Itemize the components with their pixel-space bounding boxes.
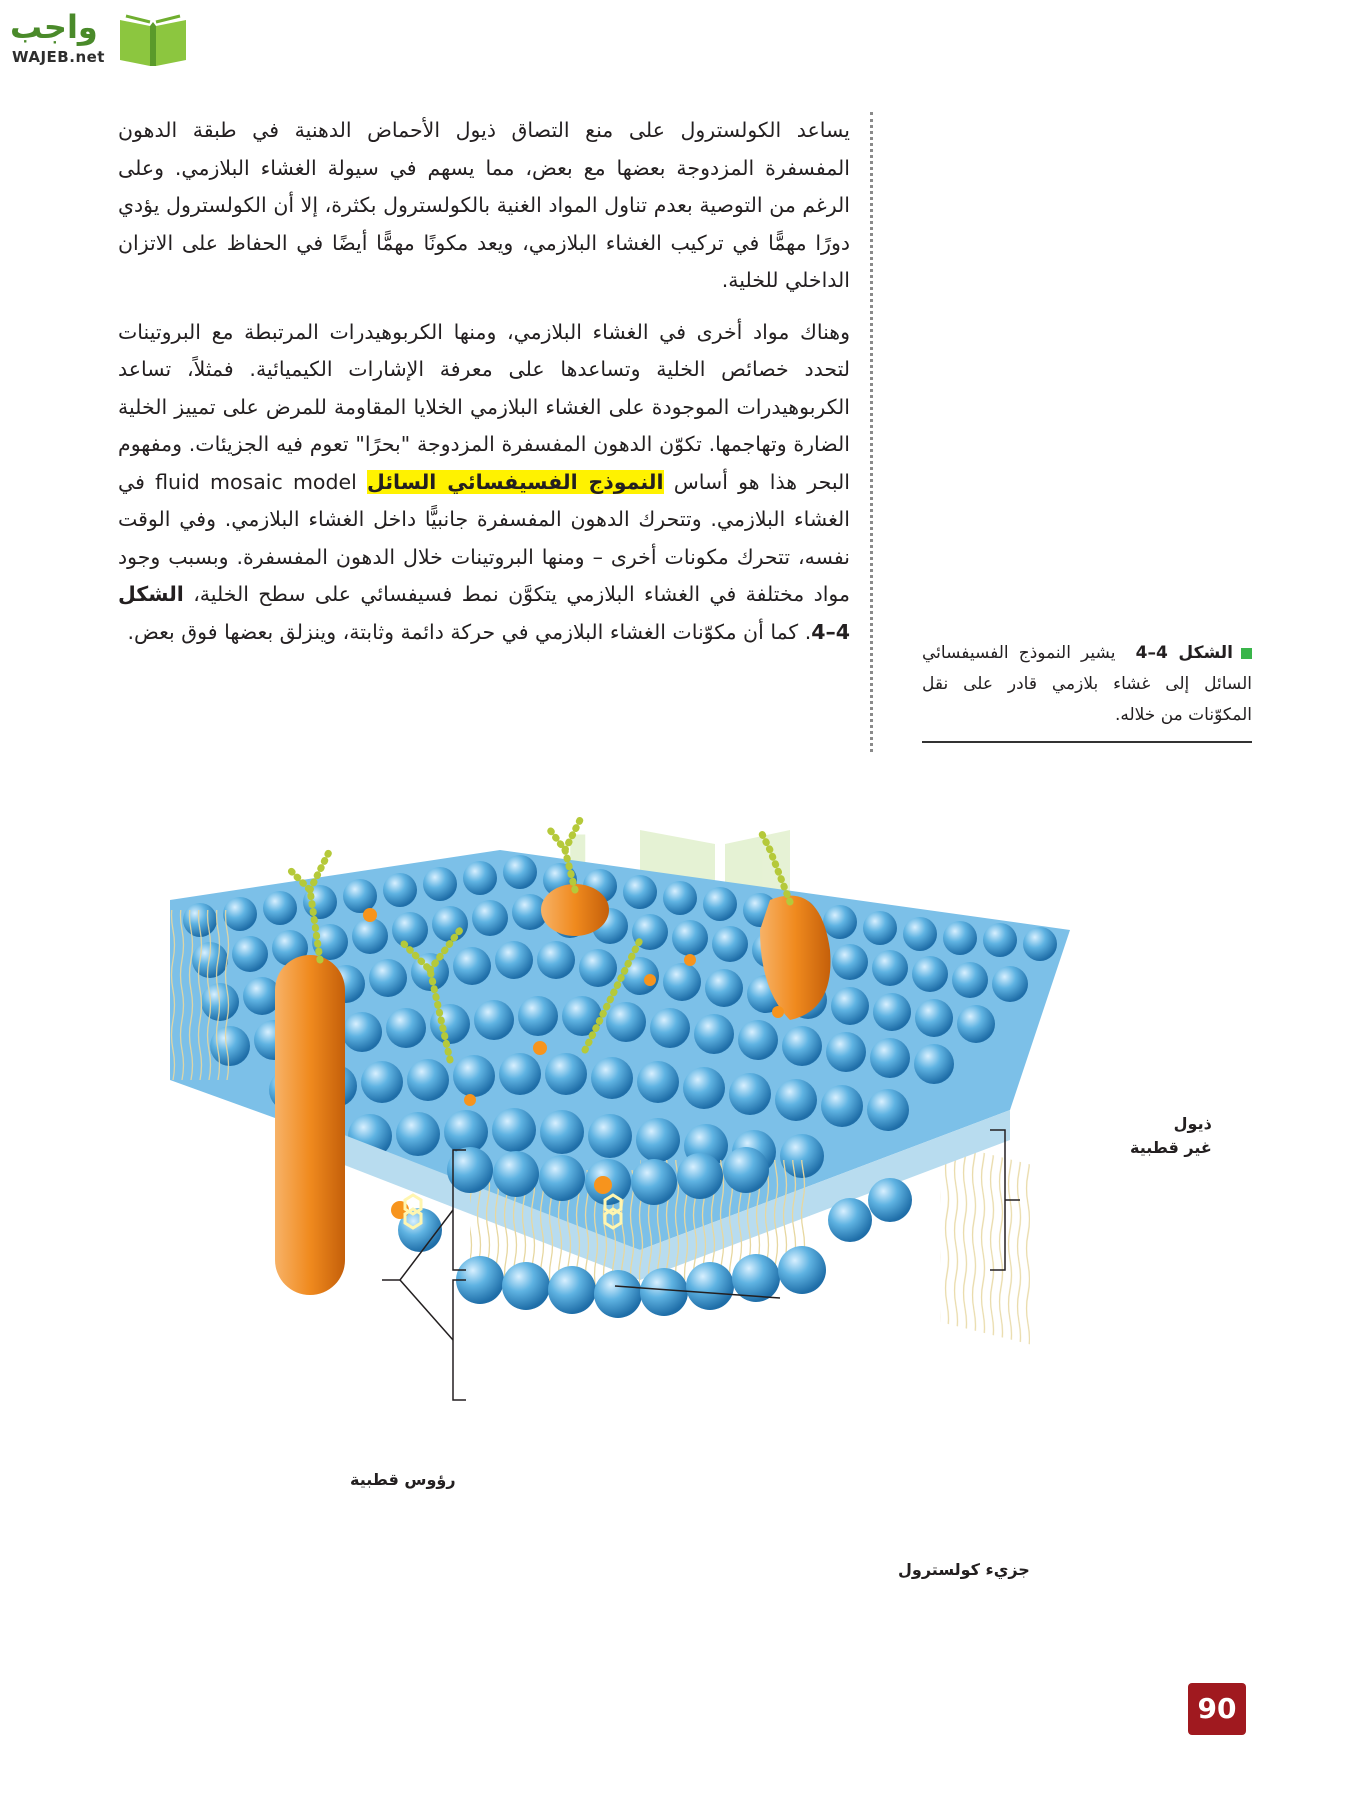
wajeb-logo[interactable] <box>10 8 190 70</box>
membrane-svg <box>170 810 1230 1530</box>
logo-arabic-text: واجب <box>10 8 98 46</box>
page-number: 90 <box>1188 1683 1246 1735</box>
paragraph-fluid-mosaic <box>118 314 850 652</box>
label-cholesterol: جزيء كولسترول <box>898 1560 1030 1579</box>
figure-reference[interactable]: الشكل 4–4 <box>118 582 850 644</box>
paragraph-cholesterol: يساعد الكولسترول على منع التصاق ذيول الأحماض الدهنية في طبقة الدهون المفسفرة المزدوجة بعضها مع بعض، مما يسهم في سيولة الغشاء البلازمي. وعلى الرغم من التوصية بعدم تناول المواد الغنية بالكولسترول بكثرة، إلا أن الكولسترول يؤدي دورًا مهمًّا في تركيب الغشاء البلازمي، ويعد مكونًا مهمًّا أيضًا في الحفاظ على الاتزان الداخلي للخلية. <box>118 118 850 292</box>
label-nonpolar-tails <box>1130 1112 1212 1160</box>
label-tails-line2: غير قطبية <box>1130 1138 1212 1157</box>
paragraph-part-c: . كما أن مكوّنات الغشاء البلازمي في حركة دائمة وثابتة، وينزلق بعضها فوق بعض. <box>127 619 812 644</box>
paragraph-part-a: وهناك مواد أخرى في الغشاء البلازمي، ومنها الكربوهيدرات المرتبطة مع البروتينات لتحدد خصائص الخلية وتساعدها على معرفة الإشارات الكيميائية. فمثلاً، تساعد الكربوهيدرات الموجودة على الغشاء البلازمي الخلايا المقاومة للمرض على تمييز الخلية الضارة وتهاجمها. تكوّن الدهون المفسفرة المزدوجة "بحرًا" تعوم فيه الجزيئات. ومفهوم البحر هذا هو أساس <box>118 319 850 494</box>
body-text <box>118 112 850 665</box>
paragraph-part-b: في الغشاء البلازمي. وتتحرك الدهون المفسفرة جانبيًّا داخل الغشاء البلازمي. وفي الوقت نفسه، تتحرك مكونات أخرى – ومنها البروتينات خلال الدهون المفسفرة. وبسبب وجود مواد مختلفة في الغشاء البلازمي يتكوَّن نمط فسيفسائي على سطح الخلية، <box>118 469 850 606</box>
key-term-highlight: النموذج الفسيفسائي السائل <box>367 469 664 494</box>
column-divider <box>870 112 873 752</box>
book-icon <box>116 12 190 68</box>
caption-marker-icon <box>1241 648 1252 659</box>
label-tails-line1: ذيول <box>1173 1114 1212 1133</box>
label-polar-heads: رؤوس قطبية <box>350 1470 456 1489</box>
caption-text: يشير النموذج الفسيفسائي السائل إلى غشاء بلازمي قادر على نقل المكوّنات من خلاله. <box>922 643 1252 725</box>
logo-latin-text: WAJEB.net <box>12 48 105 66</box>
caption-figure-label: الشكل 4–4 <box>1135 643 1234 663</box>
membrane-illustration <box>170 810 1230 1530</box>
english-term: fluid mosaic model <box>155 469 357 494</box>
integral-protein-left <box>275 955 345 1295</box>
figure-caption <box>922 638 1252 743</box>
